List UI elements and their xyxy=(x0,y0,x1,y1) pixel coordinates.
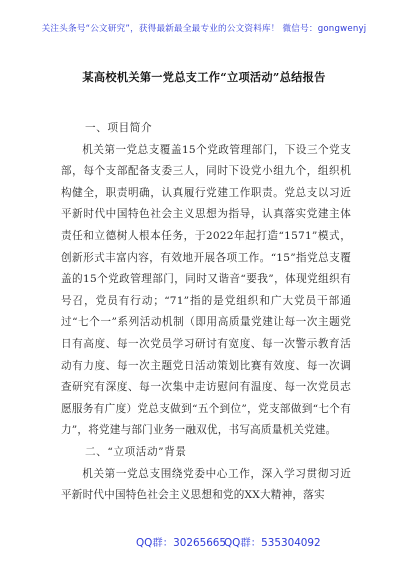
section-heading: 二、“立项活动”背景 xyxy=(85,445,187,458)
footer-qq-group-1: QQ群：30265665 xyxy=(136,537,227,549)
section-paragraph: 机关第一党总支围绕党委中心工作，深入学习贯彻习近平新时代中国特色社会主义思想和党的XX大精神，落实 xyxy=(61,467,351,502)
footer-qq-group-2: QQ群：535304092 xyxy=(224,537,321,549)
document-body xyxy=(61,118,351,507)
header-banner: 关注头条号“公文研究”，获得最新最全最专业的公文资料库！ 微信号：gongwenyj xyxy=(41,24,367,34)
section-heading: 一、项目简介 xyxy=(85,122,153,134)
section-paragraph: 机关第一党总支覆盖15个党政管理部门，下设三个党支部，每个支部配备支委三人，同时下设党小组九个，组织机构健全，职责明确，认真履行党建工作职责。党总支以习近平新时代中国特色社会主义思想为指导，认真落实党建主体责任和立德树人根本任务，于2022年起打造“1571”模式，创新形式丰富内容，有效地开展各项工作。“15”指党总支覆盖的15个党政管理部门，同时又谐音“要我”，体现党组织有号召，党员有行动；“71”指的是党组织和广大党员干部通过“七个一”系列活动机制（即用高质量党建让每一次主题党日有高度、每一次党员学习研讨有宽度、每一次警示教育活动有力度、每一次主题党日活动策划比赛有效度、每一次调查研究有深度、每一次集中走访慰问有温度、每一次党员志愿服务有广度）党总支做到“五个到位”，党支部做到“七个有力”，将党建与部门业务一融双优，书写高质量机关党建。 xyxy=(61,143,351,437)
document-title: 某高校机关第一党总支工作“立项活动”总结报告 xyxy=(82,70,326,84)
